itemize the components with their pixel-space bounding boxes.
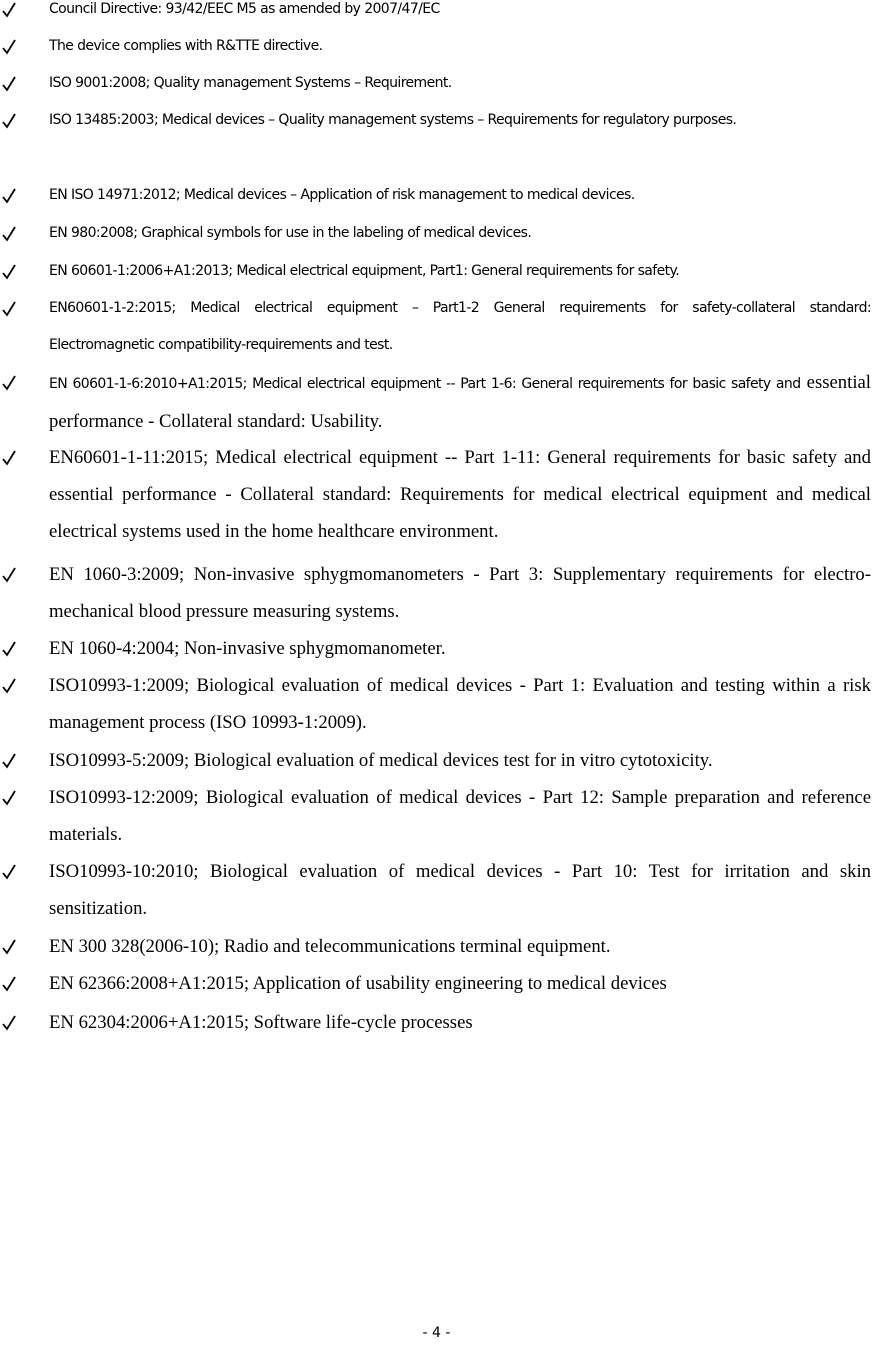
standard-text: ISO10993-10:2010; Biological evaluation of medical devices - Part 10: Test for irritation and skin sensitization.	[49, 861, 871, 919]
check-icon	[2, 375, 16, 391]
standard-text: EN 980:2008; Graphical symbols for use in the labeling of medical devices.	[49, 225, 532, 241]
check-icon	[2, 1015, 16, 1031]
standard-text: ISO10993-5:2009; Biological evaluation of medical devices test for in vitro cytotoxicity.	[49, 750, 713, 771]
standard-text: EN60601-1-11:2015; Medical electrical equipment -- Part 1-11: General requirements for basic safety and essential performance - Collateral standard: Requirements for medical electrical equipment and medical electrical systems used in the home healthcare environment.	[49, 447, 871, 542]
check-icon	[2, 301, 16, 317]
standard-text: EN ISO 14971:2012; Medical devices – Application of risk management to medical devices.	[49, 187, 635, 203]
standard-text: EN 62366:2008+A1:2015; Application of usability engineering to medical devices	[49, 973, 667, 994]
check-icon	[2, 939, 16, 955]
check-icon	[2, 2, 16, 18]
check-icon	[2, 39, 16, 55]
check-icon	[2, 864, 16, 880]
check-icon	[2, 226, 16, 242]
standard-text: ISO10993-1:2009; Biological evaluation of medical devices - Part 1: Evaluation and testing within a risk management process (ISO 10993-1:2009).	[49, 675, 871, 733]
standard-text: EN60601-1-2:2015; Medical electrical equipment – Part1-2 General requirements for safety-collateral standard: Electromagnetic compatibility-requirements and test.	[49, 300, 871, 353]
standard-text: EN 60601-1:2006+A1:2013; Medical electrical equipment, Part1: General requirements for safety.	[49, 263, 680, 279]
standard-text: ISO 13485:2003; Medical devices – Quality management systems – Requirements for regulatory purposes.	[49, 112, 737, 128]
check-icon	[2, 976, 16, 992]
standard-text	[49, 364, 871, 441]
standard-text: EN 1060-4:2004; Non-invasive sphygmomanometer.	[49, 638, 446, 659]
check-icon	[2, 76, 16, 92]
standard-text-part: EN 60601-1-6:2010+A1:2015; Medical electrical equipment -- Part 1-6: General requirements for basic safety and	[49, 376, 801, 392]
standard-text: EN 62304:2006+A1:2015; Software life-cycle processes	[49, 1012, 473, 1033]
standard-text-part: essential performance - Collateral standard: Usability.	[49, 372, 871, 432]
check-icon	[2, 113, 16, 129]
standard-text: The device complies with R&TTE directive.	[49, 38, 323, 54]
standard-text: EN 300 328(2006-10); Radio and telecommunications terminal equipment.	[49, 936, 611, 957]
check-icon	[2, 567, 16, 583]
standard-text: Council Directive: 93/42/EEC M5 as amended by 2007/47/EC	[49, 1, 440, 17]
check-icon	[2, 188, 16, 204]
check-icon	[2, 450, 16, 466]
check-icon	[2, 790, 16, 806]
check-icon	[2, 678, 16, 694]
standard-text: EN 1060-3:2009; Non-invasive sphygmomanometers - Part 3: Supplementary requirements for electro-mechanical blood pressure measuring systems.	[49, 564, 871, 622]
page-number: - 4 -	[422, 1325, 451, 1341]
check-icon	[2, 753, 16, 769]
standard-text: ISO10993-12:2009; Biological evaluation of medical devices - Part 12: Sample preparation and reference materials.	[49, 787, 871, 845]
standard-text: ISO 9001:2008; Quality management Systems – Requirement.	[49, 75, 452, 91]
check-icon	[2, 264, 16, 280]
check-icon	[2, 641, 16, 657]
